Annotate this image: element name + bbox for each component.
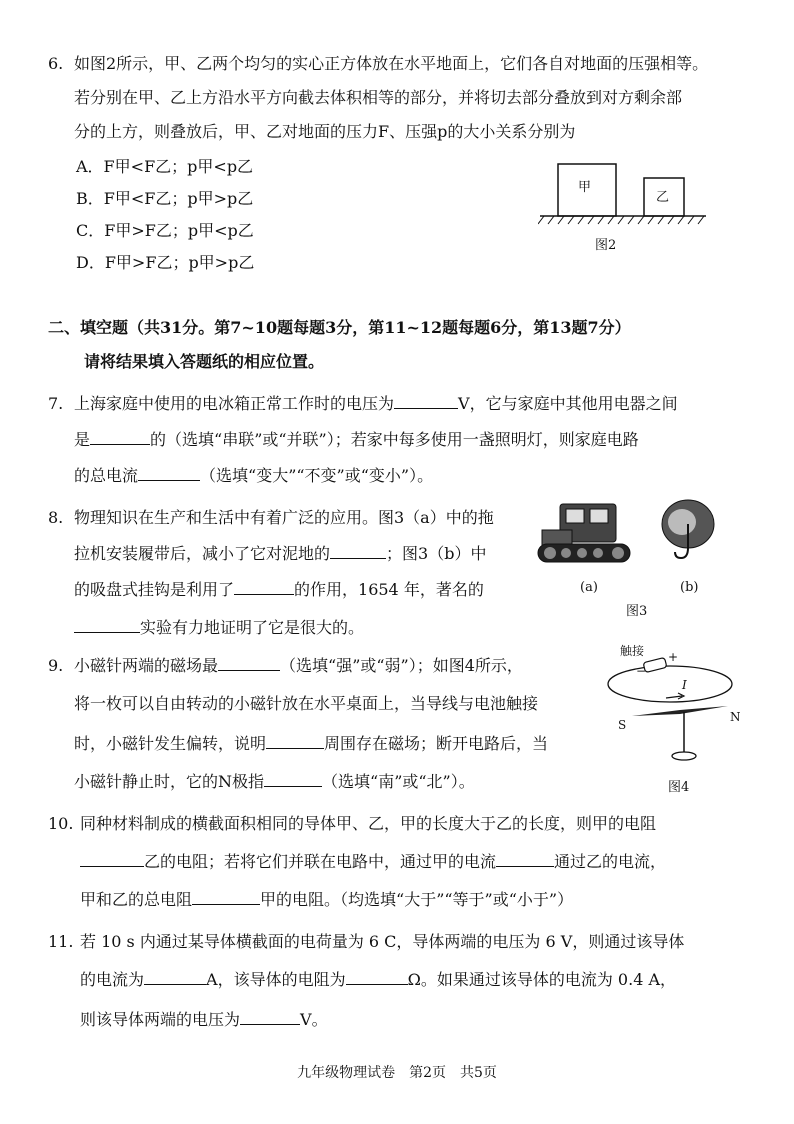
q6-option-b[interactable]: B．F甲<F乙；p甲>p乙 — [76, 189, 254, 208]
q8-text-2a: 拉机安装履带后，减小了它对泥地的 — [74, 544, 331, 563]
q9-number: 9. — [48, 656, 64, 675]
q11-blank-voltage[interactable] — [240, 1010, 300, 1025]
minus-sign: − — [636, 664, 647, 678]
figure-3b-label: (b) — [680, 580, 699, 595]
ground-hatch — [538, 216, 704, 224]
q10-text-3a: 甲和乙的总电阻 — [80, 890, 193, 909]
q10-text-3b: 甲的电阻。（均选填“大于”“等于”或“小于”） — [260, 890, 574, 909]
block-yi-label: 乙 — [656, 190, 670, 205]
q7-blank-connection[interactable] — [90, 430, 150, 445]
q8-number: 8. — [48, 508, 64, 527]
q11-text-3b: V。 — [300, 1010, 328, 1029]
q8-blank-pressure[interactable] — [330, 544, 386, 559]
q8-line1: 物理知识在生产和生活中有着广泛的应用。图3（a）中的拖 — [74, 508, 494, 527]
figure-2-caption: 图2 — [595, 238, 617, 253]
q11-text-2b: A，该导体的电阻为 — [206, 970, 346, 989]
q6-stem-line3: 分的上方，则叠放后，甲、乙对地面的压力F、压强p的大小关系分别为 — [74, 122, 576, 141]
q7-line1 — [74, 394, 678, 414]
q8-text-3a: 的吸盘式挂钩是利用了 — [74, 580, 235, 599]
q10-line2 — [80, 852, 666, 872]
q8-text-4b: 实验有力地证明了它是很大的。 — [140, 618, 365, 637]
q9-text-1b: （选填“强”或“弱”）；如图4所示， — [280, 656, 523, 675]
q10-blank-resistance[interactable] — [80, 852, 144, 867]
q7-text-3a: 的总电流 — [74, 466, 139, 485]
q11-line1: 若 10 s 内通过某导体横截面的电荷量为 6 C，导体两端的电压为 6 V，则通过该导体 — [80, 932, 685, 951]
figure-2 — [538, 158, 708, 228]
q10-line1: 同种材料制成的横截面积相同的导体甲、乙，甲的长度大于乙的长度，则甲的电阻 — [80, 814, 657, 833]
q7-text-2b: 的（选填“串联”或“并联”）；若家中每多使用一盏照明灯，则家庭电路 — [150, 430, 639, 449]
plus-sign: + — [668, 650, 679, 664]
q6-stem-line1: 如图2所示，甲、乙两个均匀的实心正方体放在水平地面上，它们各自对地面的压强相等。 — [74, 54, 709, 73]
q11-number: 11. — [48, 932, 74, 951]
q7-text-2a: 是 — [74, 430, 91, 449]
q7-text-1a: 上海家庭中使用的电冰箱正常工作时的电压为 — [74, 394, 395, 413]
q8-line4 — [74, 618, 364, 638]
q11-text-3a: 则该导体两端的电压为 — [80, 1010, 241, 1029]
magnetic-needle — [632, 706, 728, 716]
q9-text-1a: 小磁针两端的磁场最 — [74, 656, 219, 675]
q7-blank-current[interactable] — [138, 466, 200, 481]
q11-blank-resistance[interactable] — [346, 970, 408, 985]
suction-hook-image — [662, 500, 714, 558]
q10-text-2b: 通过乙的电流， — [554, 852, 667, 871]
figure-2-drawing — [538, 158, 708, 228]
q9-line4 — [74, 772, 475, 792]
q10-blank-total-resistance[interactable] — [192, 890, 260, 905]
q10-blank-current[interactable] — [496, 852, 554, 867]
south-pole-label: S — [618, 718, 627, 732]
q7-number: 7. — [48, 394, 64, 413]
q6-option-c[interactable]: C．F甲>F乙；p甲<p乙 — [76, 221, 254, 240]
q9-line2: 将一枚可以自由转动的小磁针放在水平桌面上，当导线与电池触接 — [74, 694, 539, 713]
figure-3a-label: (a) — [580, 580, 598, 595]
figure-4 — [600, 640, 750, 770]
q10-number: 10. — [48, 814, 74, 833]
q6-option-d[interactable]: D．F甲>F乙；p甲>p乙 — [76, 253, 255, 272]
touch-label: 触接 — [620, 644, 645, 658]
q8-line3 — [74, 580, 484, 600]
q9-blank-direction[interactable] — [264, 772, 322, 787]
q11-text-2c: Ω。如果通过该导体的电流为 0.4 A， — [407, 970, 677, 989]
q11-blank-current[interactable] — [144, 970, 206, 985]
q8-text-3b: 的作用，1654 年，著名的 — [294, 580, 484, 599]
battery — [643, 657, 667, 672]
q11-line3 — [80, 1010, 328, 1030]
section2-instruction: 请将结果填入答题纸的相应位置。 — [84, 352, 325, 371]
figure-4-caption: 图4 — [668, 780, 690, 795]
wire-loop — [608, 666, 732, 702]
q9-line1 — [74, 656, 523, 676]
q9-blank-source[interactable] — [266, 734, 324, 749]
q10-line3 — [80, 890, 573, 910]
q7-text-1b: V，它与家庭中其他用电器之间 — [458, 394, 678, 413]
current-label: I — [682, 678, 687, 692]
figure-3-caption: 图3 — [626, 604, 648, 619]
q6-stem-line2: 若分别在甲、乙上方沿水平方向截去体积相等的部分，并将切去部分叠放到对方剩余部 — [74, 88, 683, 107]
q8-blank-experiment[interactable] — [74, 618, 140, 633]
stand-base — [672, 752, 696, 760]
q9-text-4a: 小磁针静止时，它的N极指 — [74, 772, 265, 791]
q7-blank-voltage[interactable] — [394, 394, 458, 409]
q6-option-a[interactable]: A．F甲<F乙；p甲<p乙 — [76, 157, 254, 176]
q8-text-2b: ；图3（b）中 — [386, 544, 487, 563]
q8-line2 — [74, 544, 486, 564]
q9-line3 — [74, 734, 548, 754]
figure-3-drawing — [532, 496, 732, 576]
q9-text-3a: 时，小磁针发生偏转，说明 — [74, 734, 267, 753]
north-pole-label: N — [730, 710, 741, 724]
q10-text-2a: 乙的电阻；若将它们并联在电路中，通过甲的电流 — [144, 852, 497, 871]
q7-line2 — [74, 430, 639, 450]
q11-text-2a: 的电流为 — [80, 970, 145, 989]
tractor-image — [538, 504, 630, 562]
section2-title: 二、填空题（共31分。第7~10题每题3分，第11~12题每题6分，第13题7分） — [48, 318, 631, 337]
page-footer: 九年级物理试卷 第2页 共5页 — [297, 1065, 497, 1081]
q8-blank-force[interactable] — [234, 580, 294, 595]
q7-line3 — [74, 466, 433, 486]
q7-text-3b: （选填“变大”“不变”或“变小”）。 — [200, 466, 434, 485]
q11-line2 — [80, 970, 676, 990]
q9-blank-strength[interactable] — [218, 656, 280, 671]
block-jia-label: 甲 — [578, 180, 592, 195]
q9-text-3b: 周围存在磁场；断开电路后，当 — [324, 734, 549, 753]
q9-text-4b: （选填“南”或“北”）。 — [322, 772, 475, 791]
q6-number: 6. — [48, 54, 64, 73]
figure-3 — [532, 496, 732, 606]
